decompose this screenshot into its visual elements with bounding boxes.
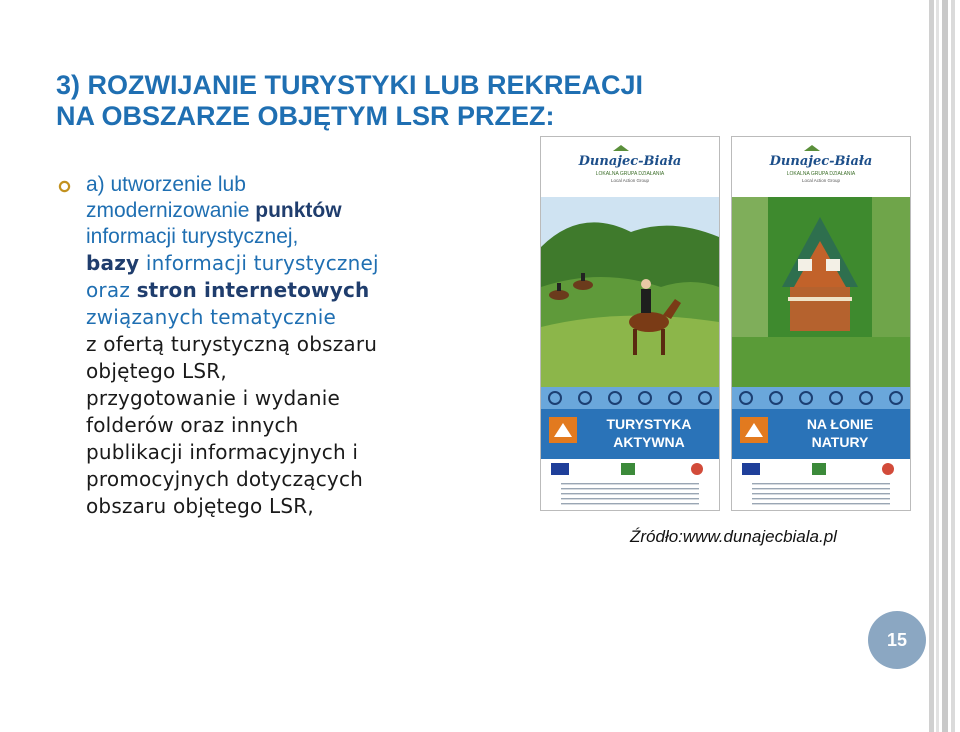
- text-line: [86, 304, 526, 331]
- emphasis-text: bazy: [86, 251, 140, 275]
- text-segment: informacji turystycznej: [139, 251, 379, 275]
- grass: [541, 316, 719, 387]
- fine-print-line: [752, 483, 890, 484]
- bullet-ring-icon: [58, 180, 71, 193]
- brochure-image: [732, 137, 910, 510]
- slide-title-line: NA OBSZARZE OBJĘTYM LSR PRZEZ:: [56, 101, 555, 131]
- slide-title-line: 3) ROZWIJANIE TURYSTYKI LUB REKREACJI: [56, 70, 644, 100]
- horse-leg: [661, 329, 665, 355]
- bullet-text: [86, 172, 526, 520]
- eu-flag-icon: [742, 463, 760, 475]
- horse-icon: [573, 280, 593, 290]
- edge-stripe: [929, 0, 934, 732]
- program-logo-icon: [882, 463, 894, 475]
- fine-print-line: [752, 493, 890, 494]
- edge-stripe: [942, 0, 948, 732]
- brochure-logo-subtitle: LOKALNA GRUPA DZIAŁANIA: [786, 171, 856, 177]
- edge-stripe: [936, 0, 939, 732]
- fine-print-line: [561, 488, 699, 489]
- brochure-na-lonie-natury: [731, 136, 911, 511]
- text-line: [86, 198, 526, 224]
- brochure-banner-text: AKTYWNA: [613, 434, 685, 450]
- brochure-logo-subtitle: LOKALNA GRUPA DZIAŁANIA: [595, 171, 665, 177]
- text-line: [86, 493, 526, 520]
- text-segment: objętego LSR,: [86, 359, 227, 383]
- brochure-banner-text: TURYSTYKA: [606, 416, 692, 432]
- fine-print-line: [752, 488, 890, 489]
- text-line: [86, 412, 526, 439]
- text-line: [86, 224, 526, 250]
- fine-print-line: [561, 493, 699, 494]
- horse-leg: [633, 329, 637, 355]
- page-number-badge: 15: [868, 611, 926, 669]
- fine-print-line: [561, 498, 699, 499]
- slide-title: [56, 70, 876, 132]
- text-segment: przygotowanie i wydanie: [86, 386, 340, 410]
- program-logo-icon: [691, 463, 703, 475]
- text-segment: informacji turystycznej,: [86, 225, 299, 248]
- edge-stripe: [951, 0, 955, 732]
- eu-flag-icon: [551, 463, 569, 475]
- brochure-logo-subtitle: Local Action Group: [610, 178, 650, 183]
- text-line: [86, 250, 526, 277]
- brochure-logo-title: Dunajec-Biała: [578, 154, 682, 169]
- text-segment: obszaru objętego LSR,: [86, 494, 314, 518]
- rider-icon: [557, 283, 561, 291]
- grass: [732, 337, 910, 387]
- brochure-banner-text: NA ŁONIE: [806, 416, 874, 432]
- text-line: [86, 172, 526, 198]
- icon-strip: [732, 387, 910, 409]
- text-line: [86, 277, 526, 304]
- rider-head: [641, 279, 651, 289]
- rider-icon: [581, 273, 585, 281]
- horse-icon: [549, 290, 569, 300]
- source-caption: Źródło:www.dunajecbiala.pl: [630, 527, 837, 546]
- brochure-image: [541, 137, 719, 510]
- cabin-balcony: [788, 297, 852, 301]
- cabin-window: [826, 259, 840, 271]
- text-segment: publikacji informacyjnych i: [86, 440, 359, 464]
- text-segment: folderów oraz innych: [86, 413, 299, 437]
- icon-strip: [541, 387, 719, 409]
- text-segment: zmodernizowanie: [86, 199, 256, 222]
- emphasis-text: stron internetowych: [136, 278, 370, 302]
- program-logo-icon: [812, 463, 826, 475]
- text-segment: oraz: [86, 278, 137, 302]
- fine-print-line: [561, 483, 699, 484]
- brochure-logo-title: Dunajec-Biała: [769, 154, 873, 169]
- text-line: [86, 385, 526, 412]
- program-logo-icon: [621, 463, 635, 475]
- fine-print-line: [752, 503, 890, 504]
- text-segment: związanych tematycznie: [86, 305, 336, 329]
- emphasis-text: punktów: [255, 199, 342, 222]
- fine-print-line: [752, 498, 890, 499]
- cabin-window: [798, 259, 812, 271]
- cabin-wall: [790, 287, 850, 331]
- text-segment: z ofertą turystyczną obszaru: [86, 332, 378, 356]
- text-line: [86, 331, 526, 358]
- rider-icon: [641, 289, 651, 313]
- fine-print-line: [561, 503, 699, 504]
- text-line: [86, 439, 526, 466]
- text-line: [86, 358, 526, 385]
- brochure-banner-text: NATURY: [811, 434, 869, 450]
- text-segment: promocyjnych dotyczących: [86, 467, 364, 491]
- brochure-turystyka-aktywna: [540, 136, 720, 511]
- text-line: [86, 466, 526, 493]
- brochure-logo-subtitle: Local Action Group: [801, 178, 841, 183]
- text-segment: a) utworzenie lub: [86, 173, 246, 196]
